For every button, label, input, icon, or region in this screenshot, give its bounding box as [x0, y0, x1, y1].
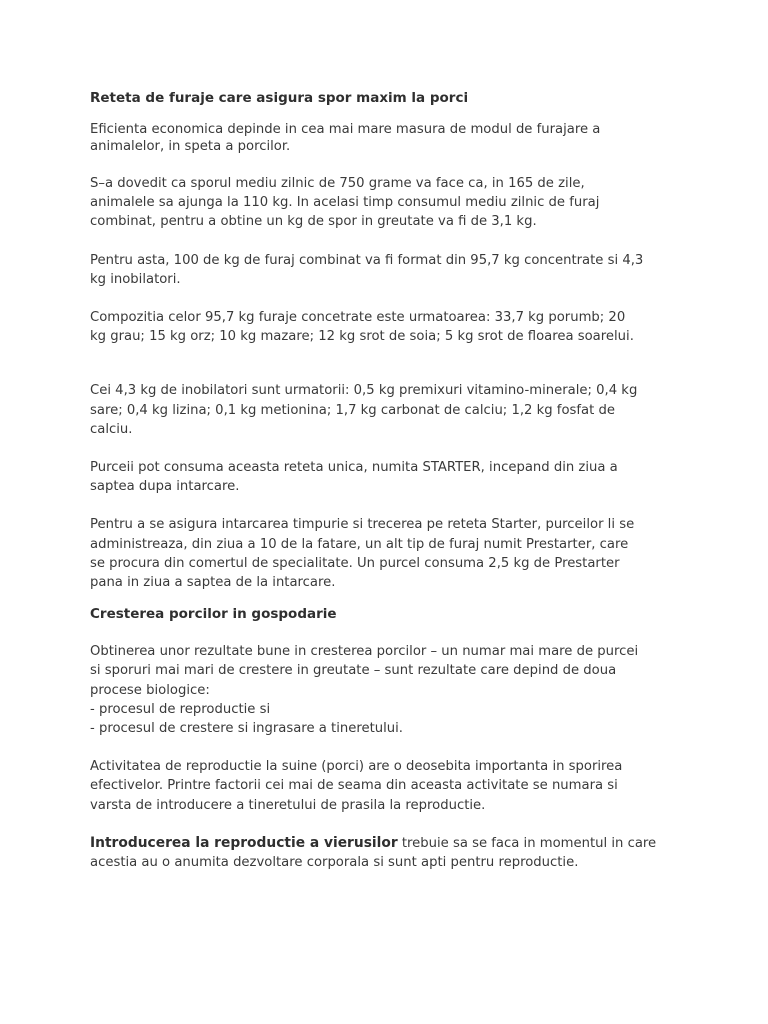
text-line: S–a dovedit ca sporul mediu zilnic de 750 grame va face ca, in 165 de zile,: [90, 176, 585, 191]
text-line: animalelor, in speta a porcilor.: [90, 139, 291, 154]
text-line: procese biologice:: [90, 682, 210, 698]
text-run: trebuie sa se faca in momentul in care: [397, 835, 657, 851]
paragraph-starter: [90, 458, 690, 496]
text-line: kg grau; 15 kg orz; 10 kg mazare; 12 kg srot de soia; 5 kg srot de floarea soarelui.: [90, 329, 634, 345]
text-line: saptea dupa intarcare.: [90, 479, 240, 495]
paragraph-inobilatori: [90, 381, 690, 439]
text-line: Eficienta economica depinde in cea mai mare masura de modul de furajare a: [90, 122, 601, 137]
text-line: Pentru a se asigura intarcarea timpurie si trecerea pe reteta Starter, purceilor li se: [90, 517, 635, 533]
text-line: Purceii pot consuma aceasta reteta unica, numita STARTER, incepand din ziua a: [90, 460, 618, 476]
text-line: efectivelor. Printre factorii cei mai de seama din aceasta activitate se numara si: [90, 778, 618, 794]
text-line: calciu.: [90, 421, 133, 437]
text-line: kg inobilatori.: [90, 271, 181, 287]
paragraph-spor-mediu: [90, 174, 690, 232]
paragraph-furaj-combinat: [90, 251, 690, 289]
text-line: animalele sa ajunga la 110 kg. In acelasi timp consumul mediu zilnic de furaj: [90, 195, 600, 211]
text-line: Activitatea de reproductie la suine (porci) are o deosebita importanta in sporirea: [90, 759, 623, 775]
document-page: [90, 89, 690, 872]
text-line: Cei 4,3 kg de inobilatori sunt urmatorii: 0,5 kg premixuri vitamino-minerale; 0,4 kg: [90, 383, 638, 399]
paragraph-reproductie: [90, 757, 690, 815]
text-line: pana in ziua a saptea de la intarcare.: [90, 575, 336, 591]
list-item: - procesul de crestere si ingrasare a tineretului.: [90, 721, 403, 737]
paragraph-eficienta: [90, 121, 690, 155]
paragraph-compozitie: [90, 308, 690, 346]
paragraph-prestarter: [90, 515, 690, 592]
list-item: - procesul de reproductie si: [90, 701, 271, 717]
text-line: [90, 834, 690, 853]
text-line: Compozitia celor 95,7 kg furaje concetrate este urmatoarea: 33,7 kg porumb; 20: [90, 310, 626, 326]
text-line: se procura din comertul de specialitate. Un purcel consuma 2,5 kg de Prestarter: [90, 555, 620, 571]
text-line: si sporuri mai mari de crestere in greutate – sunt rezultate care depind de doua: [90, 663, 617, 679]
section-heading: Cresterea porcilor in gospodarie: [90, 606, 337, 623]
text-line: administreaza, din ziua a 10 de la fatare, un alt tip de furaj numit Prestarter, care: [90, 536, 629, 552]
document-title: Reteta de furaje care asigura spor maxim la porci: [90, 90, 469, 106]
text-line: Pentru asta, 100 de kg de furaj combinat va fi format din 95,7 kg concentrate si 4,3: [90, 252, 644, 268]
paragraph-rezultate: [90, 642, 690, 738]
bold-lead-text: Introducerea la reproductie a vierusilor: [90, 834, 398, 851]
text-line: varsta de introducere a tineretului de prasila la reproductie.: [90, 797, 486, 813]
text-line: sare; 0,4 kg lizina; 0,1 kg metionina; 1,7 kg carbonat de calciu; 1,2 kg fosfat de: [90, 402, 615, 418]
text-line: acestia au o anumita dezvoltare corporala si sunt apti pentru reproductie.: [90, 855, 579, 871]
text-line: combinat, pentru a obtine un kg de spor in greutate va fi de 3,1 kg.: [90, 214, 537, 230]
paragraph-vierusi: [90, 834, 690, 872]
text-line: Obtinerea unor rezultate bune in cresterea porcilor – un numar mai mare de purcei: [90, 644, 639, 660]
